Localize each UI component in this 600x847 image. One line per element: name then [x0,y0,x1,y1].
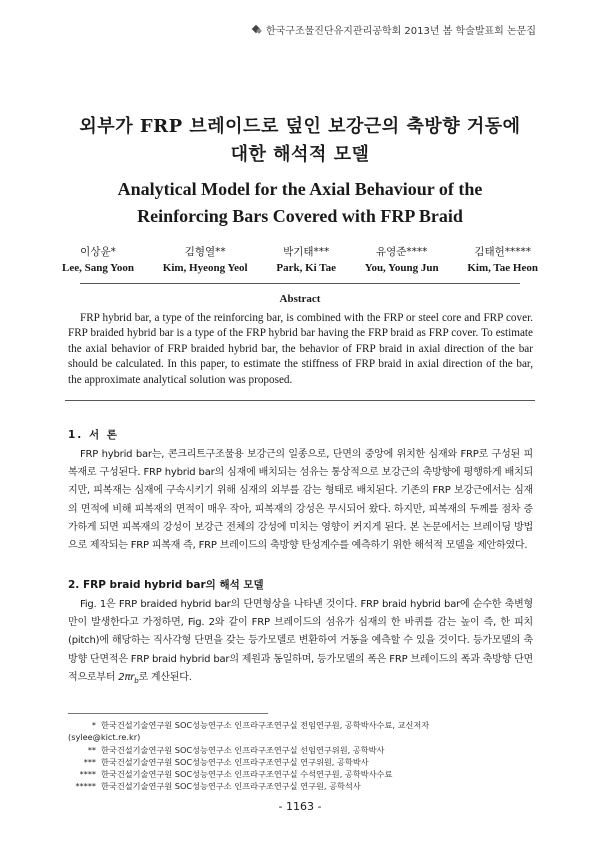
author-list [62,244,538,276]
footnotes [68,719,533,793]
abstract-heading: Abstract [279,293,321,305]
author-name-en: You, Young Jun [364,262,439,274]
page-number: - 1163 - [278,800,322,813]
section-body-text: Fig. 1은 FRP braided hybrid bar의 단면형상을 나타낸 것이다. FRP braid hybrid bar에 순수한 축변형만이 발생한다고 가정하면, Fig. 2와 같이 FRP 브레이드의 섬유가 심재의 한 바퀴를 감는 높이 즉, 한 피치(pitch)에 해당하는 직사각형 단면을 갖는 등가모델로 변환하여 거동을 예측할 수 있을 것이다. 등가모델의 축방향 단면적은 FRP braid hybrid bar의 제원과 동일하며, 등가모델의 폭은 FRP 브레이드의 폭과 축방향 단면적으로부터 $2\pi r_b$로 계산된다. [68,599,533,685]
author-name-en: Lee, Sang Yoon [62,262,135,274]
korean-title [60,113,540,169]
footnote [68,780,533,792]
footnote [68,768,533,780]
author-name-en: Kim, Hyeong Yeol [162,262,248,274]
footnote-marker: **** [79,769,96,780]
footnote-marker: *** [83,756,96,767]
footnote-text: 한국건설기술연구원 SOC성능연구소 인프라구조연구실 연구원, 공학석사 [101,781,361,792]
korean-title-line1: 외부가 FRP 브레이드로 덮인 보강근의 축방향 거동에 [79,116,521,137]
korean-title-line2: 대한 해석적 모델 [230,144,370,165]
author-name-ko: 박기태*** [283,246,330,258]
running-header [253,22,536,37]
author [365,244,439,276]
footnote [68,756,533,768]
author-name-ko: 유영준**** [375,246,428,258]
author-name-ko: 김태헌***** [474,246,531,258]
diamond-mark-icon [253,25,262,34]
footnote [68,744,533,756]
author [467,244,538,276]
author [62,244,134,276]
abstract-body: FRP hybrid bar, a type of the reinforcing bar, is combined with the FRP or steel core and FRP cover. FRP braided hybrid bar is a type of the FRP hybrid bar having the FRP braid as FRP cover. To estimate the axial behavior of FRP braided hybrid bar, the behavior of FRP braid in axial direction of the bar should be calculated. In this paper, to estimate the stiffness of FRP braid in axial direction of the bar, the approximate analytical solution was proposed. [68,312,533,386]
footnote-text: 한국건설기술연구원 SOC성능연구소 인프라구조연구실 연구위원, 공학박사 [101,756,369,767]
author [163,244,248,276]
footnote-text: 한국건설기술연구원 SOC성능연구소 인프라구조연구실 수석연구원, 공학박사수료 [101,769,393,780]
author-name-en: Park, Ki Tae [276,262,336,274]
footnote-marker: * [91,720,96,730]
author-name-ko: 김형열** [184,246,226,258]
author-name-en: Kim, Tae Heon [467,262,538,274]
section-body: FRP hybrid bar는, 콘크리트구조물용 보강근의 일종으로, 단면의 중앙에 위치한 심재와 FRP로 구성된 피복재로 구성된다. FRP hybrid bar의 심재에 배치되는 섬유는 통상적으로 보강근의 축방향에 평행하게 배치되지만, 피복재는 심재에 구속시키기 위해 심재의 외부를 감는 형태로 배치된다. 기존의 FRP 보강근에서는 심재의 면적에 비해 피복재의 면적이 매우 작아, 피복재의 강성은 무시되어 왔다. 하지만, 피복재의 두께를 점차 증가하게 되면 피복재의 강성이 보강근 전체의 강성에 미치는 영향이 커지게 된다. 본 논문에서는 브레이딩 방법으로 제작되는 FRP 피복재 즉, FRP 브레이드의 축방향 탄성계수를 예측하기 위한 해석적 모델을 제안하였다. [68,449,533,552]
header-text: 한국구조물진단유지관리공학회 2013년 봄 학술발표회 논문집 [265,26,536,37]
divider [65,400,535,401]
section-heading: 2. FRP braid hybrid bar의 해석 모델 [68,579,264,591]
footnote-text: 한국건설기술연구원 SOC성능연구소 인프라구조연구실 선임연구위원, 공학박사 [101,744,385,755]
section-body [68,596,533,690]
footnote-marker: ** [87,744,96,755]
english-title-line1: Analytical Model for the Axial Behaviour of the [117,179,483,199]
footnote-text: 한국건설기술연구원 SOC성능연구소 인프라구조연구실 전임연구원, 공학박사수료, 교신저자 [101,720,430,730]
english-title-line2: Reinforcing Bars Covered with FRP Braid [137,206,463,226]
footnote-divider [68,713,268,714]
author-name-ko: 이상윤* [80,246,116,258]
footnote-marker: ***** [75,781,96,792]
footnote-email: (sylee@kict.re.kr) [68,732,141,743]
english-title [60,176,540,230]
section-heading: 1. 서 론 [68,429,119,441]
author [276,244,336,276]
footnote [68,719,533,731]
divider [80,283,520,284]
math-expression: $2\pi r_b$ [118,671,139,685]
